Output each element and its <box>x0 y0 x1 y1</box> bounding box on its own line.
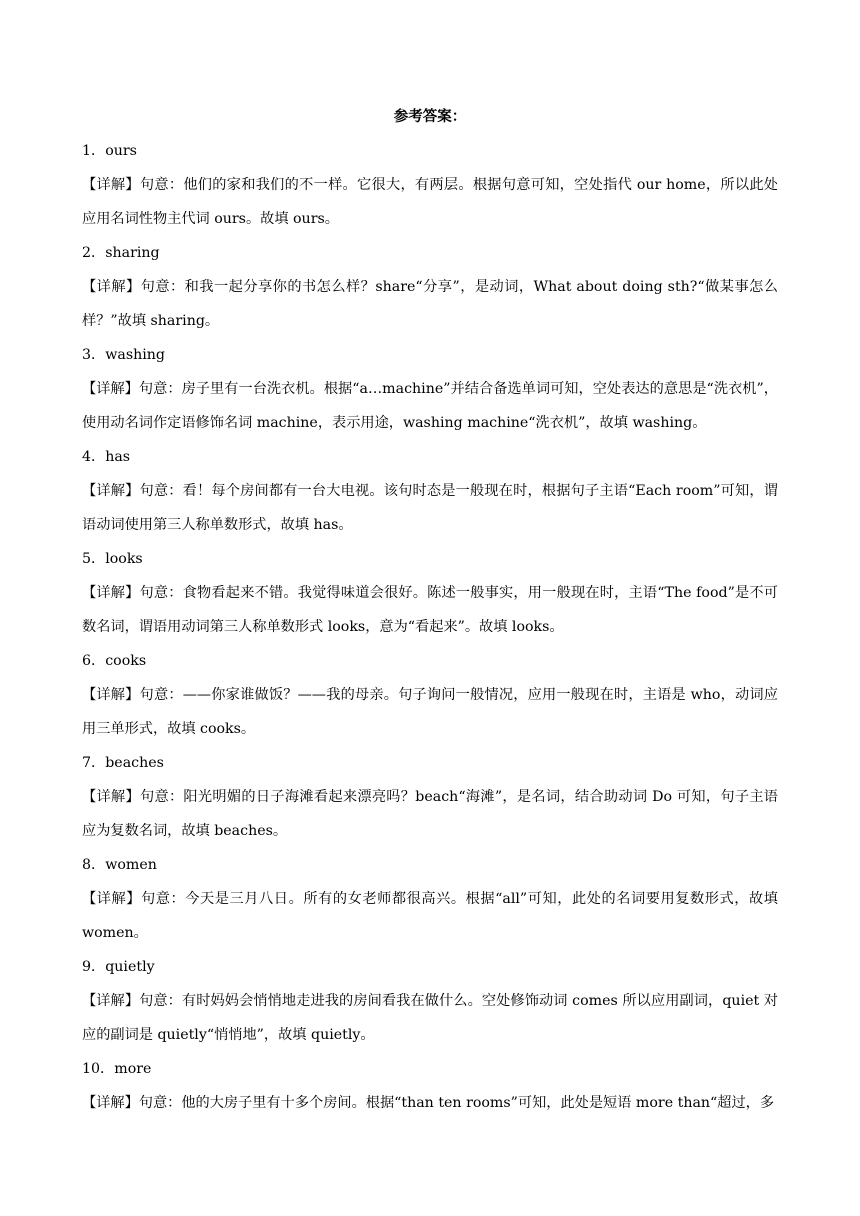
explanation-text: 【详解】句意：房子里有一台洗衣机。根据“a…machine”并结合备选单词可知，空处表达的意思是“洗衣机”，使用动名词作定语修饰名词 machine，表示用途，washing machine“洗衣机”，故填 washing。 <box>82 381 778 431</box>
answer-item <box>82 134 778 236</box>
answer-text: 5．looks <box>82 551 143 567</box>
answer-item <box>82 644 778 746</box>
answer-item <box>82 338 778 440</box>
answer-text: 1．ours <box>82 143 137 159</box>
page-title: 参考答案： <box>393 108 467 125</box>
explanation-text: 【详解】句意：——你家谁做饭？——我的母亲。句子询问一般情况，应用一般现在时，主语是 who，动词应用三单形式，故填 cooks。 <box>82 687 778 737</box>
explanation-text: 【详解】句意：他的大房子里有十多个房间。根据“than ten rooms”可知，此处是短语 more than“超过，多 <box>82 1095 775 1111</box>
answer-text: 7．beaches <box>82 755 164 771</box>
answer-item <box>82 440 778 542</box>
explanation-text: 【详解】句意：看！每个房间都有一台大电视。该句时态是一般现在时，根据句子主语“Each room”可知，谓语动词使用第三人称单数形式，故填 has。 <box>82 483 778 533</box>
answer-text: 8．women <box>82 857 157 873</box>
answer-text: 2．sharing <box>82 245 160 261</box>
answer-text: 4．has <box>82 449 131 465</box>
answer-item <box>82 848 778 950</box>
answer-text: 6．cooks <box>82 653 147 669</box>
explanation-text: 【详解】句意：有时妈妈会悄悄地走进我的房间看我在做什么。空处修饰动词 comes 所以应用副词，quiet 对应的副词是 quietly“悄悄地”，故填 quietly。 <box>82 993 778 1043</box>
answer-item <box>82 1052 778 1120</box>
explanation-text: 【详解】句意：食物看起来不错。我觉得味道会很好。陈述一般事实，用一般现在时，主语“The food”是不可数名词，谓语用动词第三人称单数形式 looks，意为“看起来”。故填 looks。 <box>82 585 778 635</box>
explanation-text: 【详解】句意：今天是三月八日。所有的女老师都很高兴。根据“all”可知，此处的名词要用复数形式，故填 women。 <box>82 891 778 941</box>
explanation-text: 【详解】句意：和我一起分享你的书怎么样？share“分享”，是动词，What about doing sth?“做某事怎么样？”故填 sharing。 <box>82 279 778 329</box>
explanation-text: 【详解】句意：阳光明媚的日子海滩看起来漂亮吗？beach“海滩”，是名词，结合助动词 Do 可知，句子主语应为复数名词，故填 beaches。 <box>82 789 778 839</box>
answer-item <box>82 542 778 644</box>
answer-list <box>82 134 778 1120</box>
answer-item <box>82 746 778 848</box>
answer-text: 10．more <box>82 1061 152 1077</box>
answer-item <box>82 950 778 1052</box>
explanation-text: 【详解】句意：他们的家和我们的不一样。它很大，有两层。根据句意可知，空处指代 our home，所以此处应用名词性物主代词 ours。故填 ours。 <box>82 177 778 227</box>
answer-item <box>82 236 778 338</box>
answer-text: 3．washing <box>82 347 165 363</box>
answer-text: 9．quietly <box>82 959 155 975</box>
